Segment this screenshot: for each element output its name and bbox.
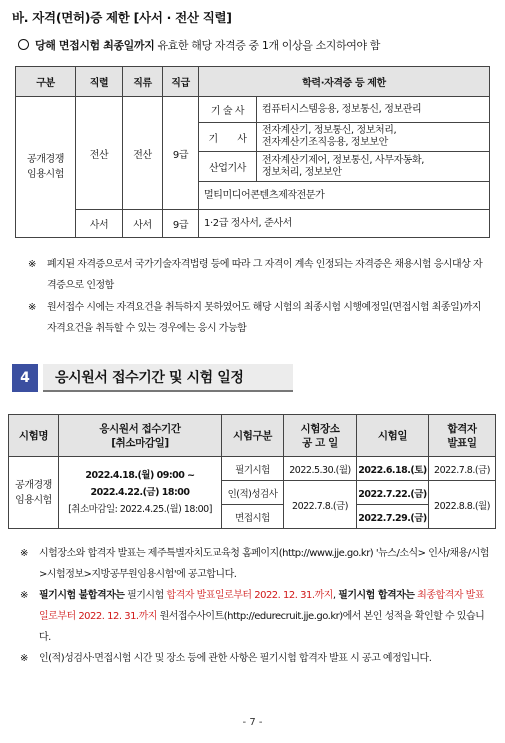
note-mark: ※ <box>20 653 28 664</box>
note-2 <box>28 297 490 339</box>
table-header-row <box>9 415 496 457</box>
series-cell: 사서 <box>76 210 123 238</box>
cert-label: 기 술 사 <box>199 97 257 123</box>
type-cell: 사서 <box>123 210 163 238</box>
period-start: 2022.4.18.(월) 09:00 ~ <box>85 470 195 481</box>
note-text: 폐지된 자격증으로서 국가기술자격법령 등에 따라 그 자격이 계속 인정되는 자격증은 채용시험 응시대상 자격증으로 인정함 <box>47 259 483 291</box>
period-end: 2022.4.22.(금) 18:00 <box>90 487 190 498</box>
extra-cert: 멀티미디어콘텐츠제작전문가 <box>199 182 490 210</box>
exam-date: 2022.7.22.(금) <box>357 481 429 505</box>
cert-label: 산업기사 <box>199 152 257 182</box>
note-mark: ※ <box>20 548 28 559</box>
note-text: 인(적)성검사·면접시험 시간 및 장소 등에 관한 사항은 필기시험 합격자 발표 시 공고 예정입니다. <box>39 653 432 664</box>
place-notice: 2022.7.8.(금) <box>284 481 357 529</box>
exam-kind: 필기시험 <box>222 457 284 481</box>
exam-group: 공개경쟁 임용시험 <box>16 97 76 238</box>
cert-value: 전자계산기, 정보통신, 정보처리, 전자계산기조직응용, 정보보안 <box>257 123 490 152</box>
table-header-row <box>16 67 490 97</box>
header-exam-name: 시험명 <box>9 415 59 457</box>
cert-value: 컴퓨터시스템응용, 정보통신, 정보관리 <box>257 97 490 123</box>
librarian-cert: 1·2급 정사서, 준사서 <box>199 210 490 238</box>
note-4 <box>20 585 490 648</box>
schedule-table <box>8 414 496 529</box>
header-requirement: 학력·자격증 등 제한 <box>199 67 490 97</box>
exam-kind: 면접시험 <box>222 505 284 529</box>
result-date: 2022.7.8.(금) <box>429 457 496 481</box>
header-type: 직류 <box>123 67 163 97</box>
note-text <box>20 585 490 648</box>
header-category: 구분 <box>16 67 76 97</box>
note-mark: ※ <box>28 302 36 313</box>
exam-date: 2022.6.18.(토) <box>357 457 429 481</box>
cert-value: 전자계산기제어, 정보통신, 사무자동화, 정보처리, 정보보안 <box>257 152 490 182</box>
note-part: 필기시험 <box>124 590 167 601</box>
header-place-notice: 시험장소 공 고 일 <box>284 415 357 457</box>
note-3 <box>20 543 490 585</box>
header-exam-date: 시험일 <box>357 415 429 457</box>
result-date: 2022.8.8.(월) <box>429 481 496 529</box>
note-5 <box>20 648 490 669</box>
table-row <box>9 457 496 481</box>
header-period: 응시원서 접수기간 [취소마감일] <box>59 415 222 457</box>
series-cell: 전산 <box>76 97 123 210</box>
grade-cell: 9급 <box>163 210 199 238</box>
note-1 <box>28 254 490 296</box>
application-period <box>59 457 222 529</box>
header-series: 직렬 <box>76 67 123 97</box>
subtitle-rest: 유효한 해당 자격증 중 1개 이상을 소지하여야 함 <box>154 39 381 52</box>
qualification-table <box>15 66 490 238</box>
note-part: , <box>332 590 339 601</box>
grade-cell: 9급 <box>163 97 199 210</box>
pass-text: 필기시험 합격자는 <box>338 590 415 601</box>
exam-kind: 인(적)성검사 <box>222 481 284 505</box>
section-title-4: 응시원서 접수기간 및 시험 일정 <box>43 364 293 392</box>
cert-label: 기 사 <box>199 123 257 152</box>
table-row <box>16 97 490 123</box>
header-grade: 직급 <box>163 67 199 97</box>
note-text: 시험장소와 합격자 발표는 제주특별자치도교육청 홈페이지(http://www.jje.go.kr) '뉴스/소식> 인사/채용/시험>시험정보>지방공무원임용시험'에 공고합니다. <box>39 548 489 580</box>
cancel-deadline: [취소마감일: 2022.4.25.(월) 18:00] <box>68 504 212 515</box>
type-cell: 전산 <box>123 97 163 210</box>
fail-period: 합격자 발표일로부터 2022. 12. 31.까지 <box>166 590 333 601</box>
subtitle-bold: 당해 면접시험 최종일까지 <box>35 39 155 52</box>
section-title: 바. 자격(면허)증 제한 [사서 · 전산 직렬] <box>12 10 232 25</box>
subtitle <box>18 37 380 53</box>
pass-period: 최종합격자 발표일로부터 2022. 12. 31.까지 <box>39 590 484 622</box>
note-mark: ※ <box>28 259 36 270</box>
note-part: 원서접수사이트(http://edurecruit.jje.go.kr)에서 본인 성적을 확인할 수 있습니다. <box>39 611 485 643</box>
table-row <box>16 210 490 238</box>
note-text: 원서접수 시에는 자격요건을 취득하지 못하였어도 해당 시험의 최종시험 시행예정일(면접시험 최종일)까지 자격요건을 취득할 수 있는 경우에는 응시 가능함 <box>47 302 481 334</box>
note-mark: ※ <box>20 590 28 601</box>
circle-bullet-icon <box>18 39 29 50</box>
section-4-heading <box>12 364 293 392</box>
exam-name: 공개경쟁 임용시험 <box>9 457 59 529</box>
exam-date: 2022.7.29.(금) <box>357 505 429 529</box>
header-result-date: 합격자 발표일 <box>429 415 496 457</box>
page-number: - 7 - <box>242 717 263 728</box>
section-number: 4 <box>12 364 38 392</box>
fail-text: 필기시험 불합격자는 <box>39 590 125 601</box>
place-notice: 2022.5.30.(월) <box>284 457 357 481</box>
header-kind: 시험구분 <box>222 415 284 457</box>
